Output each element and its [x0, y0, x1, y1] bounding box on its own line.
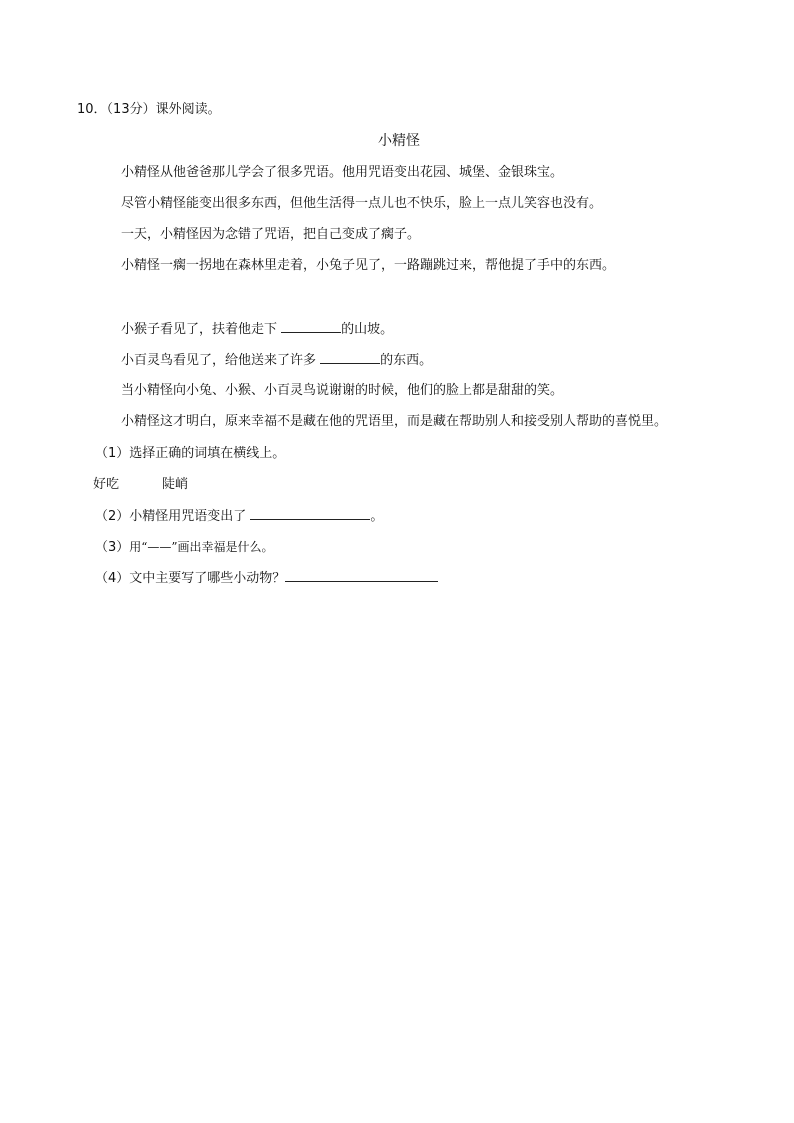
subquestion-4-text: （4）文中主要写了哪些小动物？	[95, 571, 286, 586]
passage-paragraph-7: 当小精怪向小兔、小猴、小百灵鸟说谢谢的时候，他们的脸上都是甜甜的笑。	[121, 383, 564, 398]
subquestion-3	[95, 538, 274, 557]
answer-blank-q2[interactable]	[250, 507, 370, 520]
passage-paragraph-3: 一天，小精怪因为念错了咒语，把自己变成了瘸子。	[121, 227, 421, 242]
subquestion-2	[95, 507, 383, 526]
word-choice-2: 陡峭	[162, 477, 189, 492]
question-points: （13分）	[106, 102, 156, 117]
question-number: 10．	[77, 102, 107, 117]
passage-title: 小精怪	[378, 133, 420, 149]
subquestion-1: （1）选择正确的词填在横线上。	[95, 446, 286, 461]
passage-paragraph-6	[121, 351, 432, 370]
word-choice-1: 好吃	[93, 477, 120, 492]
paragraph-5-after-blank: 的山坡。	[341, 322, 394, 337]
subquestion-3-text: 用“——”画出幸福是什么。	[129, 540, 274, 554]
subquestion-2-end: 。	[370, 509, 384, 524]
answer-blank-q4[interactable]	[285, 569, 438, 582]
question-header	[77, 101, 221, 119]
fill-blank-slope[interactable]	[281, 320, 341, 333]
paragraph-6-before-blank: 小百灵鸟看见了，给他送来了许多	[121, 353, 321, 368]
passage-paragraph-4: 小精怪一瘸一拐地在森林里走着，小兔子见了，一路蹦跳过来，帮他提了手中的东西。	[121, 258, 616, 273]
passage-paragraph-1: 小精怪从他爸爸那儿学会了很多咒语。他用咒语变出花园、城堡、金银珠宝。	[121, 165, 564, 180]
paragraph-5-before-blank: 小猴子看见了，扶着他走下	[121, 322, 282, 337]
subquestion-2-text: （2）小精怪用咒语变出了	[95, 509, 251, 524]
subquestion-3-prefix: （3）	[95, 540, 130, 555]
subquestion-4	[95, 569, 438, 588]
passage-paragraph-5	[121, 320, 393, 339]
paragraph-6-after-blank: 的东西。	[380, 353, 433, 368]
fill-blank-food[interactable]	[320, 351, 380, 364]
question-instruction: 课外阅读。	[155, 102, 221, 117]
passage-paragraph-8: 小精怪这才明白，原来幸福不是藏在他的咒语里，而是藏在帮助别人和接受别人帮助的喜悦里。	[121, 414, 668, 429]
passage-paragraph-2: 尽管小精怪能变出很多东西，但他生活得一点儿也不快乐，脸上一点儿笑容也没有。	[121, 196, 603, 211]
